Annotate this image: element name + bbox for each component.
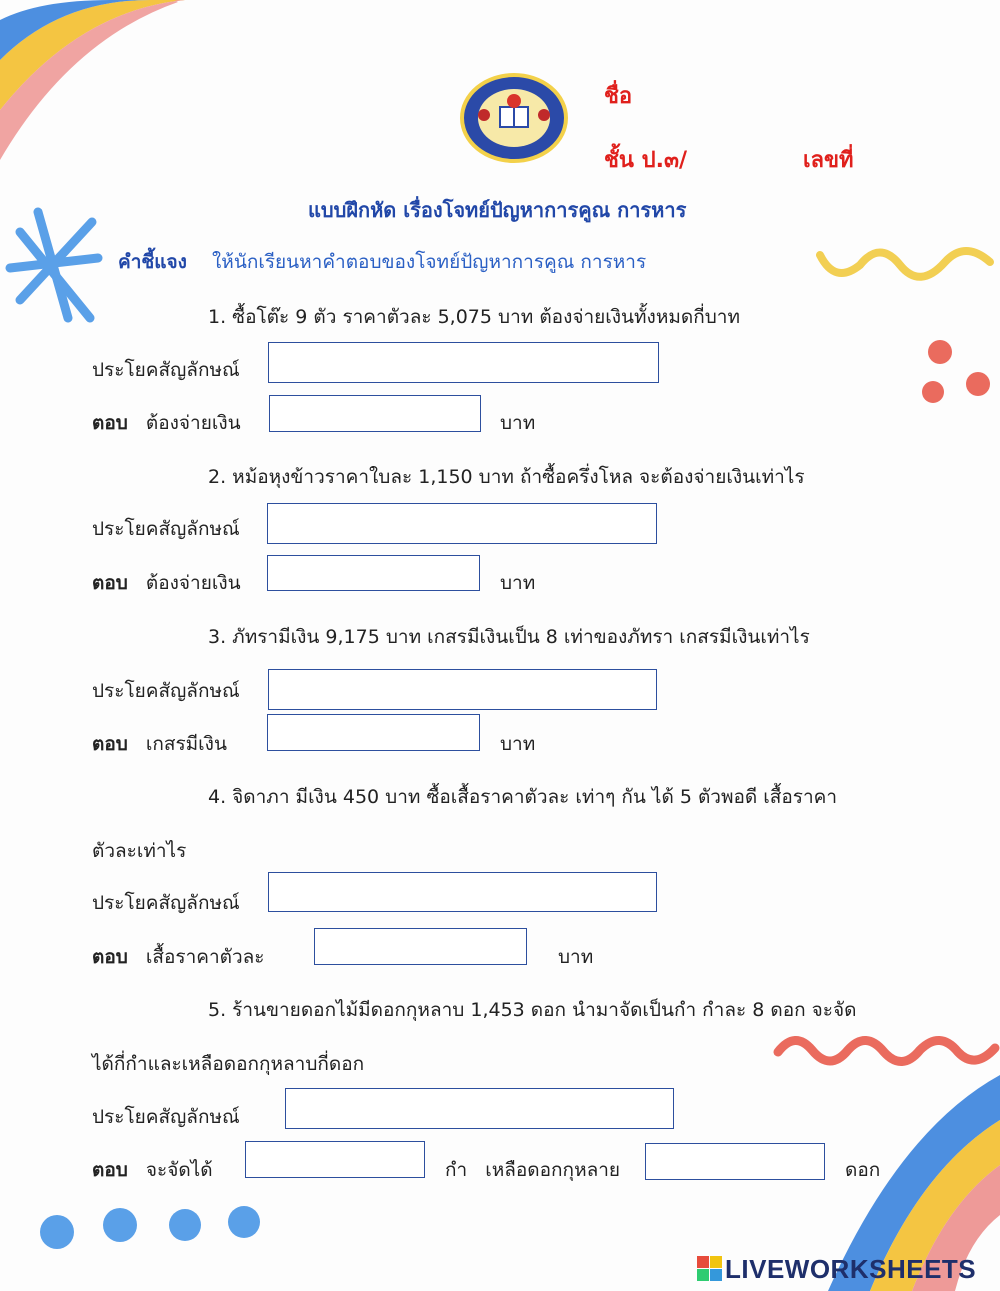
answer-prefix: เกสรมีเงิน (145, 733, 227, 755)
liveworksheets-logo-icon (697, 1256, 723, 1284)
question-5-sentence-input[interactable] (285, 1088, 674, 1129)
question-4-text-cont: ตัวละเท่าไร (92, 840, 187, 862)
answer-label: ตอบ (92, 1159, 128, 1181)
question-5-middle (445, 1155, 620, 1185)
question-1-answer-row (92, 408, 241, 438)
question-5-remainder-input[interactable] (645, 1143, 825, 1180)
rainbow-top-left (0, 0, 185, 160)
question-1-unit: บาท (500, 412, 536, 434)
question-5-sentence-label: ประโยคสัญลักษณ์ (92, 1106, 240, 1128)
question-2-text: 2. หม้อหุงข้าวราคาใบละ 1,150 บาท ถ้าซื้อครึ่งโหล จะต้องจ่ายเงินเท่าไร (208, 466, 805, 488)
liveworksheets-brand (697, 1254, 976, 1285)
class-label: ชั้น ป.๓/ (604, 148, 688, 173)
question-5-answer-row (92, 1155, 213, 1185)
question-2-answer-input[interactable] (267, 555, 480, 591)
question-2-answer-row (92, 568, 241, 598)
answer-label: ตอบ (92, 733, 128, 755)
red-wave-decoration (778, 1040, 995, 1061)
question-1-sentence-label: ประโยคสัญลักษณ์ (92, 359, 240, 381)
yellow-wave-decoration (820, 251, 990, 277)
answer-prefix: เสื้อราคาตัวละ (145, 946, 265, 968)
brand-text: LIVEWORKSHEETS (725, 1254, 977, 1284)
question-4-text: 4. จิดาภา มีเงิน 450 บาท ซื้อเสื้อราคาตัวละ เท่าๆ กัน ได้ 5 ตัวพอดี เสื้อราคา (208, 786, 838, 808)
question-4-sentence-input[interactable] (268, 872, 657, 912)
question-5-remainder-label: เหลือดอกกุหลาย (485, 1159, 621, 1181)
school-logo (460, 73, 568, 163)
answer-prefix: จะจัดได้ (145, 1159, 213, 1181)
instructions-label: คำชี้แจง (118, 251, 187, 273)
blue-dots-decoration (40, 1206, 260, 1249)
red-dots-decoration (922, 340, 990, 403)
worksheet-title: แบบฝึกหัด เรื่องโจทย์ปัญหาการคูณ การหาร (308, 198, 687, 222)
question-5-text-cont: ได้กี่กำและเหลือดอกกุหลาบกี่ดอก (92, 1053, 365, 1075)
instructions (118, 247, 646, 277)
question-5-unit2: ดอก (845, 1159, 881, 1181)
student-number-label: เลขที่ (803, 148, 854, 173)
question-2-sentence-input[interactable] (267, 503, 657, 544)
blue-star-decoration (10, 212, 98, 318)
question-4-sentence-label: ประโยคสัญลักษณ์ (92, 892, 240, 914)
question-1-text: 1. ซื้อโต๊ะ 9 ตัว ราคาตัวละ 5,075 บาท ต้องจ่ายเงินทั้งหมดกี่บาท (208, 306, 740, 328)
question-5-bunches-input[interactable] (245, 1141, 425, 1178)
question-3-text: 3. ภัทรามีเงิน 9,175 บาท เกสรมีเงินเป็น 8 เท่าของภัทรา เกสรมีเงินเท่าไร (208, 626, 810, 648)
answer-label: ตอบ (92, 412, 128, 434)
answer-prefix: ต้องจ่ายเงิน (145, 572, 241, 594)
question-3-answer-input[interactable] (267, 714, 480, 751)
question-2-unit: บาท (500, 572, 536, 594)
question-4-answer-input[interactable] (314, 928, 527, 965)
question-3-answer-row (92, 729, 227, 759)
name-label: ชื่อ (604, 84, 633, 109)
question-3-unit: บาท (500, 733, 536, 755)
answer-label: ตอบ (92, 946, 128, 968)
answer-prefix: ต้องจ่ายเงิน (145, 412, 241, 434)
question-5-text: 5. ร้านขายดอกไม้มีดอกกุหลาบ 1,453 ดอก นำมาจัดเป็นกำ กำละ 8 ดอก จะจัด (208, 999, 857, 1021)
question-1-sentence-input[interactable] (268, 342, 659, 383)
answer-label: ตอบ (92, 572, 128, 594)
question-3-sentence-label: ประโยคสัญลักษณ์ (92, 680, 240, 702)
question-1-answer-input[interactable] (269, 395, 481, 432)
question-5-unit: กำ (445, 1159, 468, 1181)
question-3-sentence-input[interactable] (268, 669, 657, 710)
question-2-sentence-label: ประโยคสัญลักษณ์ (92, 518, 240, 540)
question-4-answer-row (92, 942, 264, 972)
question-4-unit: บาท (558, 946, 594, 968)
instructions-text: ให้นักเรียนหาคำตอบของโจทย์ปัญหาการคูณ การหาร (212, 251, 647, 273)
